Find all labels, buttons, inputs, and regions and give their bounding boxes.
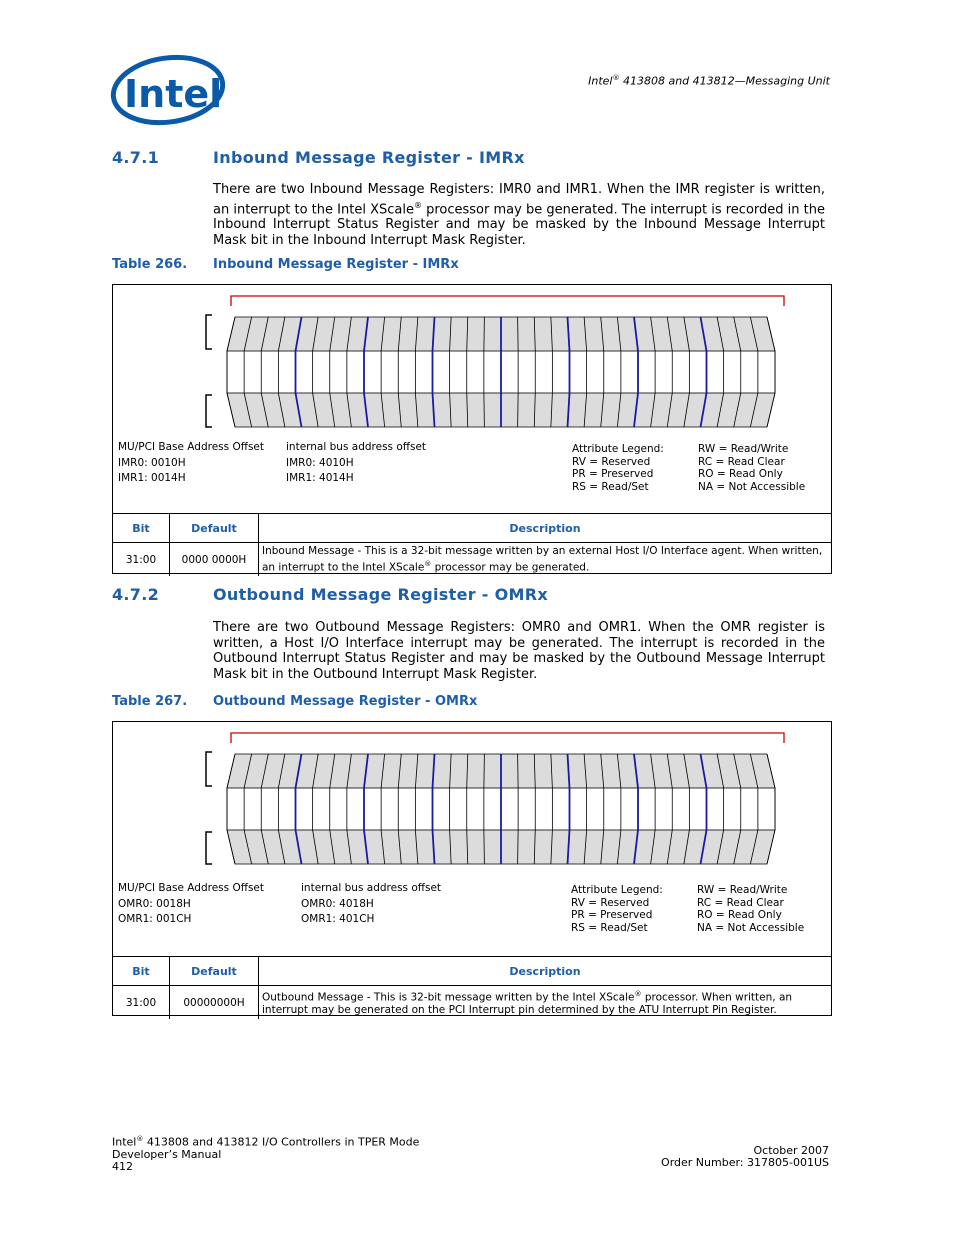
field-range-bar (231, 296, 784, 306)
internal-offset-value: OMR1: 401CH (301, 913, 375, 925)
footer-right (600, 1145, 829, 1169)
footer-left (112, 1133, 419, 1173)
internal-offset-value: IMR0: 4010H (286, 456, 354, 469)
cell-description: Inbound Message - This is a 32-bit message written by an external Host I/O Interface agent. When written, an interrupt to the Intel XScale® processor may be generated. (259, 543, 832, 577)
footer-date: October 2007 (753, 1144, 829, 1157)
section-paragraph: There are two Outbound Message Registers: OMR0 and OMR1. When the OMR register is written, a Host I/O Interface interrupt may be generated. The interrupt is recorded in the Outbound Interrupt Status Register and may be masked by the Outbound Message Interrupt Mask bit in the Outbound Interrupt Mask Register. (213, 620, 825, 682)
bit-divider-bottom (518, 393, 519, 427)
footer-order-number: Order Number: 317805-001US (661, 1156, 829, 1169)
legend-entry: NA = Not Accessible (697, 921, 805, 934)
table-title: Outbound Message Register - OMRx (213, 694, 478, 709)
legend-entry: RW = Read/Write (698, 443, 789, 455)
pci-offset-block (118, 881, 264, 928)
bracket-top (206, 752, 212, 786)
legend-entry: PR = Preserved (571, 909, 653, 921)
section-number: 4.7.2 (112, 585, 160, 604)
footer-doc-type: Developer’s Manual (112, 1147, 222, 1161)
bit-divider-bottom (484, 830, 485, 864)
table-header-row (113, 957, 831, 986)
register-bit-diagram (113, 285, 831, 445)
cell-default: 00000000H (170, 986, 259, 1020)
bit-divider-bottom (484, 393, 485, 427)
table-header-row (113, 514, 831, 543)
offset-value: OMR1: 001CH (118, 913, 192, 925)
legend-entry: PR = Preserved (572, 468, 654, 480)
field-range-bar (231, 733, 784, 743)
bit-divider-top (484, 754, 485, 788)
internal-offset-value: OMR0: 4018H (301, 897, 374, 910)
offset-value: OMR0: 0018H (118, 897, 191, 910)
register-frame-imrx (112, 284, 832, 574)
legend-entry: RV = Reserved (571, 896, 650, 909)
bit-divider-top (518, 317, 519, 351)
internal-offset-label: internal bus address offset (286, 441, 427, 453)
logo-wordmark: Intel (124, 72, 223, 116)
internal-offset-value: IMR1: 4014H (286, 472, 354, 484)
legend-entry: NA = Not Accessible (698, 480, 806, 493)
table-row (113, 543, 831, 577)
legend-title: Attribute Legend: (571, 884, 663, 896)
legend-entry: RS = Read/Set (572, 480, 649, 493)
section-paragraph: There are two Inbound Message Registers: IMR0 and IMR1. When the IMR register is written, an interrupt to the Intel XScale® processor may be generated. The interrupt is recorded in the Inbound Interrupt Status Register and may be masked by the Inbound Message Interrupt Mask bit in the Inbound Interrupt Mask Register. (213, 182, 825, 248)
section-title: Outbound Message Register - OMRx (213, 585, 548, 604)
cell-bit: 31:00 (113, 986, 170, 1020)
column-header-bit: Bit (113, 957, 170, 986)
legend-entry: RS = Read/Set (571, 921, 648, 934)
table-title: Inbound Message Register - IMRx (213, 257, 459, 272)
table-number: Table 266. (112, 257, 188, 272)
cell-default: 0000 0000H (170, 543, 259, 577)
column-header-bit: Bit (113, 514, 170, 543)
section-title: Inbound Message Register - IMRx (213, 148, 525, 167)
pci-offset-block (118, 440, 264, 487)
column-header-default: Default (170, 957, 259, 986)
legend-title: Attribute Legend: (572, 443, 664, 455)
attribute-legend-left (572, 443, 664, 493)
offset-value: IMR1: 0014H (118, 472, 186, 484)
bracket-bottom (206, 395, 212, 427)
bit-divider-top (484, 317, 485, 351)
offset-value: IMR0: 0010H (118, 456, 186, 469)
legend-entry: RO = Read Only (698, 468, 783, 480)
internal-offset-block (301, 881, 441, 928)
offset-label: MU/PCI Base Address Offset (118, 882, 264, 894)
bit-divider-bottom (518, 830, 519, 864)
column-header-default: Default (170, 514, 259, 543)
table-row (113, 986, 831, 1020)
internal-offset-block (286, 440, 426, 487)
internal-offset-label: internal bus address offset (301, 882, 442, 894)
legend-entry: RO = Read Only (697, 909, 782, 921)
legend-entry: RC = Read Clear (698, 455, 785, 468)
footer-doc-title: Intel® 413808 and 413812 I/O Controllers in TPER Mode (112, 1135, 420, 1149)
running-header: Intel® 413808 and 413812—Messaging Unit (588, 74, 830, 88)
legend-entry: RC = Read Clear (697, 896, 784, 909)
table-number: Table 267. (112, 694, 188, 709)
offset-label: MU/PCI Base Address Offset (118, 441, 264, 453)
cell-description: Outbound Message - This is 32-bit message written by the Intel XScale® processor. When written, an interrupt may be generated on the PCI Interrupt pin determined by the ATU Interrupt Pin Register. (259, 986, 832, 1020)
column-header-description: Description (259, 957, 832, 986)
bracket-bottom (206, 832, 212, 864)
attribute-legend-left (571, 884, 663, 934)
page-number: 412 (112, 1159, 133, 1173)
legend-entry: RW = Read/Write (697, 884, 788, 896)
bracket-top (206, 315, 212, 349)
intel-logo (110, 52, 226, 126)
legend-entry: RV = Reserved (572, 455, 651, 468)
register-frame-omrx (112, 721, 832, 1016)
register-field-table (113, 956, 831, 1019)
cell-bit: 31:00 (113, 543, 170, 577)
column-header-description: Description (259, 514, 832, 543)
bit-divider-top (518, 754, 519, 788)
attribute-legend-right (698, 443, 805, 493)
section-number: 4.7.1 (112, 148, 160, 167)
register-field-table (113, 513, 831, 576)
attribute-legend-right (697, 884, 804, 934)
register-bit-diagram (113, 722, 831, 882)
